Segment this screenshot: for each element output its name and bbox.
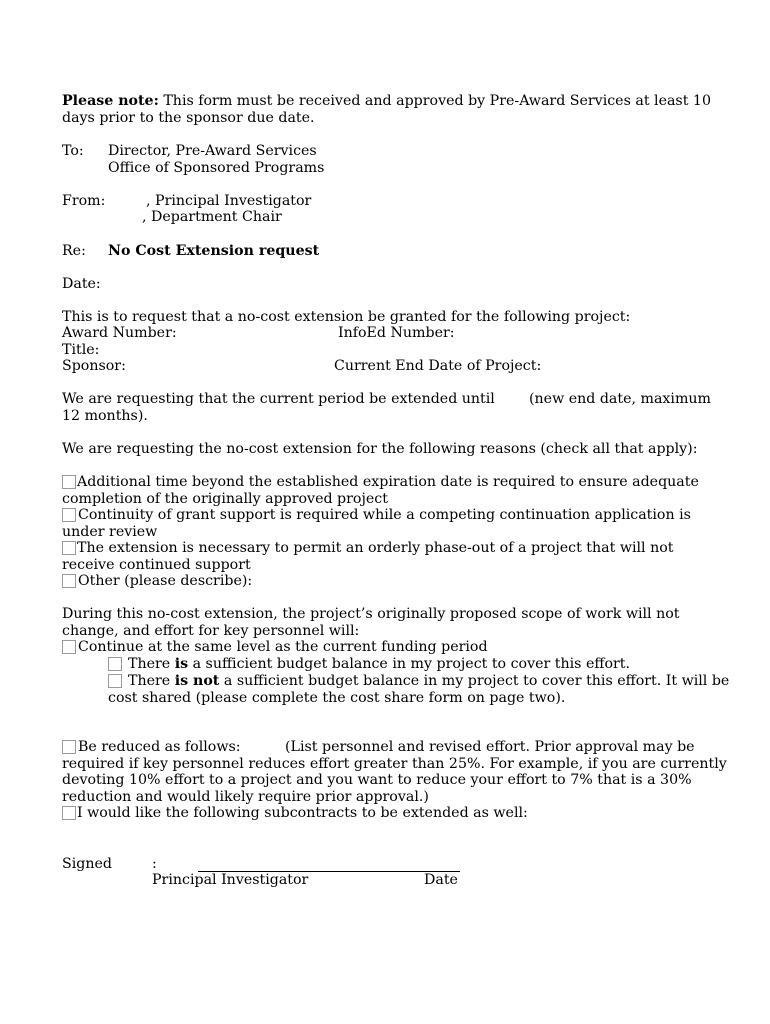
budget-sufficient-text-b: is	[174, 656, 189, 672]
budget-not-sufficient-text-b: is not	[174, 673, 220, 689]
effort-continue-label: Continue at the same level as the current funding period	[78, 639, 488, 655]
budget-sufficient-text-c: a sufficient budget balance in my project to cover this effort.	[188, 656, 630, 672]
budget-not-sufficient-text-c: a sufficient budget balance in my project to cover this effort. It will be	[219, 673, 730, 689]
note-line-1	[62, 93, 711, 110]
effort-continue-checkbox[interactable]	[62, 640, 76, 654]
re-value: No Cost Extension request	[108, 243, 320, 259]
extend-line-1b: (new end date, maximum	[529, 391, 711, 407]
budget-not-sufficient-text-a: There	[128, 673, 175, 689]
budget-sufficient-text-a: There	[128, 656, 175, 672]
budget-not-sufficient-checkbox[interactable]	[108, 674, 122, 688]
reason-2-line-2: under review	[62, 524, 158, 540]
effort-reduced-checkbox[interactable]	[62, 740, 76, 754]
reason-2-line-1: Continuity of grant support is required while a competing continuation application is	[78, 507, 691, 523]
principal-investigator-label: Principal Investigator	[152, 872, 309, 888]
sponsor-label: Sponsor:	[62, 358, 126, 374]
reason-continuity-checkbox[interactable]	[62, 508, 76, 522]
award-number-label: Award Number:	[62, 325, 177, 341]
effort-line-2: change, and effort for key personnel will:	[62, 623, 360, 639]
title-label: Title:	[62, 342, 100, 358]
subcontracts-checkbox[interactable]	[62, 806, 76, 820]
reason-1-line-1: Additional time beyond the established expiration date is required to ensure adequate	[77, 474, 699, 490]
subcontracts-label: I would like the following subcontracts to be extended as well:	[77, 805, 528, 821]
reason-3-line-2: receive continued support	[62, 557, 251, 573]
budget-sufficient-label	[128, 656, 630, 673]
from-line-2: , Department Chair	[142, 209, 282, 225]
date-label: Date:	[62, 276, 101, 292]
to-label: To:	[62, 143, 84, 159]
extend-line-1a: We are requesting that the current period be extended until	[62, 391, 495, 407]
reason-phase-out-checkbox[interactable]	[62, 541, 76, 555]
reason-additional-time-checkbox[interactable]	[62, 475, 76, 489]
effort-reduced-line-4: reduction and would likely require prior approval.)	[62, 789, 429, 805]
effort-reduced-text-b: (List personnel and revised effort. Prior approval may be	[285, 739, 695, 755]
from-line-1: , Principal Investigator	[146, 193, 312, 209]
budget-not-sufficient-line-2: cost shared (please complete the cost share form on page two).	[108, 690, 566, 706]
signature-date-label: Date	[424, 872, 458, 888]
extend-line-2: 12 months).	[62, 408, 148, 424]
effort-reduced-label: Be reduced as follows:	[78, 739, 241, 755]
note-text-1: This form must be received and approved by Pre-Award Services at least 10	[158, 93, 711, 109]
effort-reduced-line-3: devoting 10% effort to a project and you want to reduce your effort to 7% that is a 30%	[62, 772, 692, 788]
budget-sufficient-checkbox[interactable]	[108, 657, 122, 671]
signed-label: Signed	[62, 856, 112, 872]
budget-not-sufficient-label	[128, 673, 729, 690]
request-intro: This is to request that a no-cost extension be granted for the following project:	[62, 309, 631, 325]
reason-other-checkbox[interactable]	[62, 574, 76, 588]
to-line-1: Director, Pre-Award Services	[108, 143, 317, 159]
signed-colon: :	[152, 856, 157, 872]
current-end-date-label: Current End Date of Project:	[334, 358, 542, 374]
effort-line-1: During this no-cost extension, the project’s originally proposed scope of work will not	[62, 606, 680, 622]
infoed-number-label: InfoEd Number:	[338, 325, 455, 341]
reason-4-line-1: Other (please describe):	[78, 573, 253, 589]
reasons-intro: We are requesting the no-cost extension for the following reasons (check all that apply):	[62, 441, 698, 457]
to-line-2: Office of Sponsored Programs	[108, 160, 325, 176]
reason-1-line-2: completion of the originally approved project	[62, 491, 388, 507]
re-label: Re:	[62, 243, 86, 259]
reason-3-line-1: The extension is necessary to permit an orderly phase-out of a project that will not	[77, 540, 674, 556]
effort-reduced-line-2: required if key personnel reduces effort greater than 25%. For example, if you are currently	[62, 756, 727, 772]
from-label: From:	[62, 193, 106, 209]
note-label: Please note:	[62, 93, 159, 109]
note-text-2: days prior to the sponsor due date.	[62, 110, 315, 126]
